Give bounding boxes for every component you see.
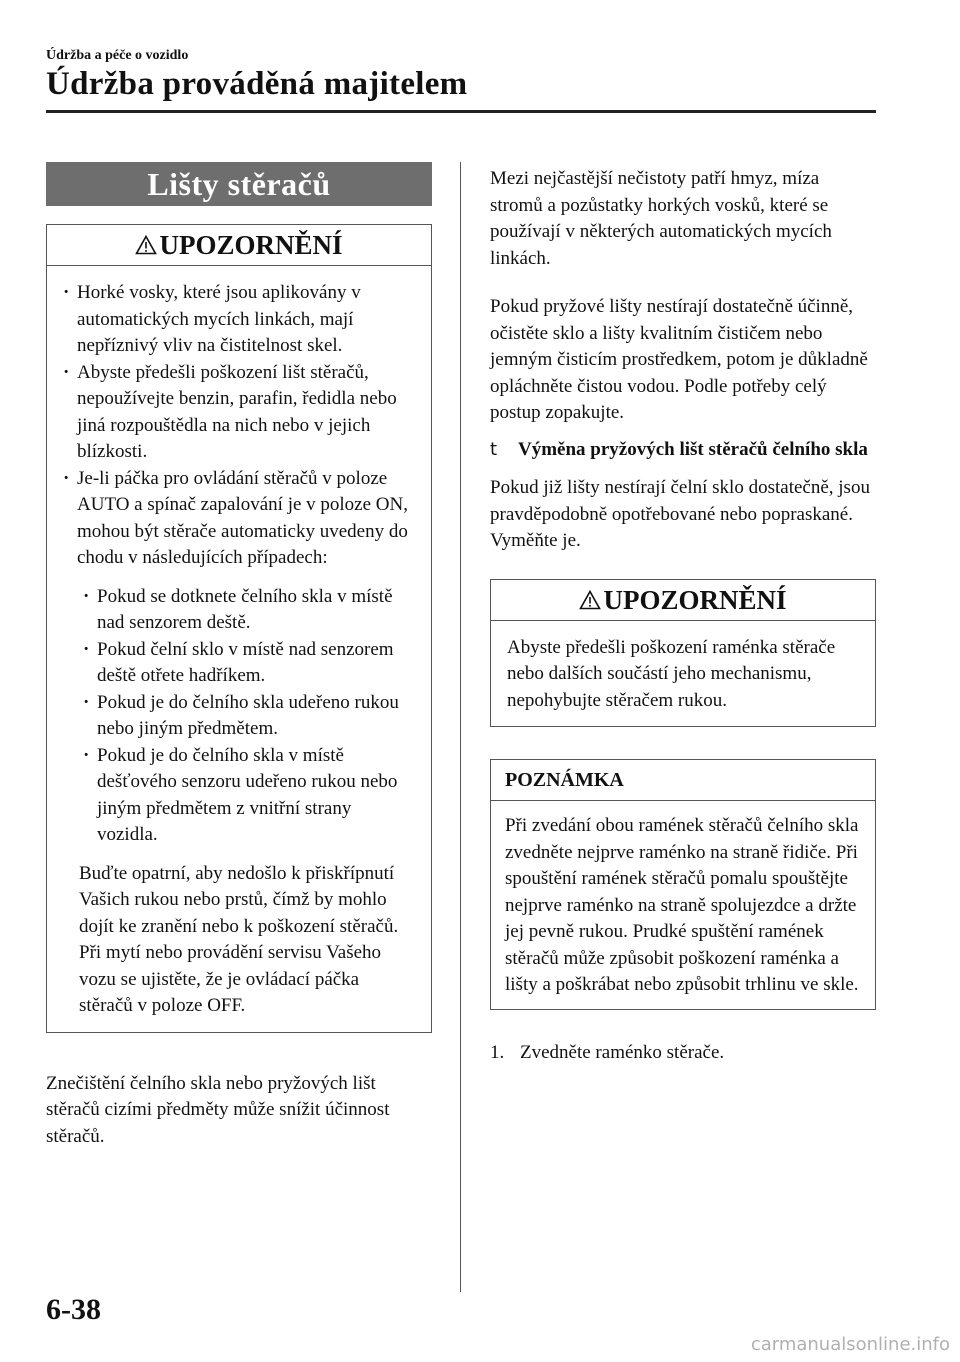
bullet-text: Horké vosky, které jsou aplikovány v automatických mycích linkách, mají nepříznivý vliv na čistitelnost skel. [77,282,361,356]
warning-heading [491,580,875,621]
bullet-dot: · [63,282,70,303]
warning-body [47,266,431,1032]
step-item [490,1040,876,1067]
bullet-item [63,466,415,572]
sub-bullet-text: Pokud je do čelního skla v místě dešťového senzoru udeřeno rukou nebo jiným předmětem z vnitřní strany vozidla. [97,744,398,845]
warning-heading-text: UPOZORNĚNÍ [159,230,343,260]
warning-closing-text: Buďte opatrní, aby nedošlo k přiskřípnutí Vašich rukou nebo prstů, čímž by mohlo dojít ke zranění nebo k poškození stěračů. Při mytí nebo provádění servisu Vašeho vozu se ujistěte, že je ovládací páčka stěračů v poloze OFF. [79,862,399,1016]
warning-body: Abyste předešli poškození raménka stěrače nebo dalších součástí jeho mechanismu, nepohybujte stěračem rukou. [507,636,836,711]
section-label: Údržba a péče o vozidlo [46,48,189,63]
warning-triangle-icon [135,235,157,255]
column-divider [460,162,461,1292]
bullet-dot: · [63,467,70,489]
warning-triangle-icon [579,590,601,610]
sub-bullet-text: Pokud se dotknete čelního skla v místě nad senzorem deště. [97,585,393,633]
sub-bullet-list [83,584,415,849]
subheading [490,437,876,464]
sub-bullet-item [83,690,415,743]
body-paragraph: Pokud již lišty nestírají čelní sklo dostatečně, jsou pravděpodobně opotřebované nebo popraskané. Vyměňte je. [490,477,870,551]
note-box [490,759,876,1010]
sub-bullet-item [83,637,415,690]
warning-box [46,224,432,1033]
sub-bullet-text: Pokud čelní sklo v místě nad senzorem deště otřete hadříkem. [97,638,394,686]
right-column [490,166,876,1066]
bullet-item [63,360,415,466]
bullet-dot: · [83,744,90,766]
body-paragraph: Znečištění čelního skla nebo pryžových lišt stěračů cizími předměty může snížit účinnost stěračů. [46,1072,390,1147]
sub-bullet-item [83,584,415,637]
watermark: carmanualsonline.info [750,1334,950,1355]
warning-box [490,579,876,728]
subheading-text: Výměna pryžových lišt stěračů čelního skla [518,438,868,460]
bullet-dot: · [83,638,90,660]
step-number: 1. [490,1041,505,1063]
bullet-dot: · [83,691,90,713]
sub-bullet-text: Pokud je do čelního skla udeřeno rukou nebo jiným předmětem. [97,691,399,739]
body-paragraph: Pokud pryžové lišty nestírají dostatečně účinně, očistěte sklo a lišty kvalitním čističem nebo jemným čisticím prostředkem, potom je důkladně opláchněte čistou vodou. Podle potřeby celý postup zopakujte. [490,296,868,423]
warning-heading [47,225,431,266]
bullet-text: Abyste předešli poškození lišt stěračů, nepoužívejte benzin, parafin, ředidla nebo jiná rozpouštědla na nich nebo v jejich blízkosti. [77,361,397,462]
page-title: Údržba prováděná majitelem [46,66,468,102]
bullet-dot: · [63,361,70,383]
section-banner: Lišty stěračů [46,162,432,206]
subheading-marker: t [490,438,498,460]
header-rule [46,110,876,113]
left-column [46,162,432,1150]
bullet-dot: · [83,585,90,607]
warning-heading-text: UPOZORNĚNÍ [603,584,787,615]
body-paragraph: Mezi nejčastější nečistoty patří hmyz, míza stromů a pozůstatky horkých vosků, které se používají v některých automatických mycích linkách. [490,168,832,269]
page-number: 6-38 [46,1293,101,1326]
bullet-text: Je-li páčka pro ovládání stěračů v poloze AUTO a spínač zapalování je v poloze ON, mohou být stěrače automaticky uvedeny do chodu v následujících případech: [77,467,408,568]
step-text: Zvedněte raménko stěrače. [520,1041,725,1063]
note-heading: POZNÁMKA [491,760,875,801]
note-body: Při zvedání obou ramének stěračů čelního skla zvedněte nejprve raménko na straně řidiče. Při spouštění ramének stěračů pomalu spouštějte nejprve raménko na straně spolujezdce a držte jej pevně rukou. Prudké spuštění ramének stěračů může způsobit poškození raménka a lišty a poškrábat nebo způsobit trhlinu ve skle. [505,815,859,995]
sub-bullet-item [83,743,415,849]
bullet-item [63,280,415,360]
